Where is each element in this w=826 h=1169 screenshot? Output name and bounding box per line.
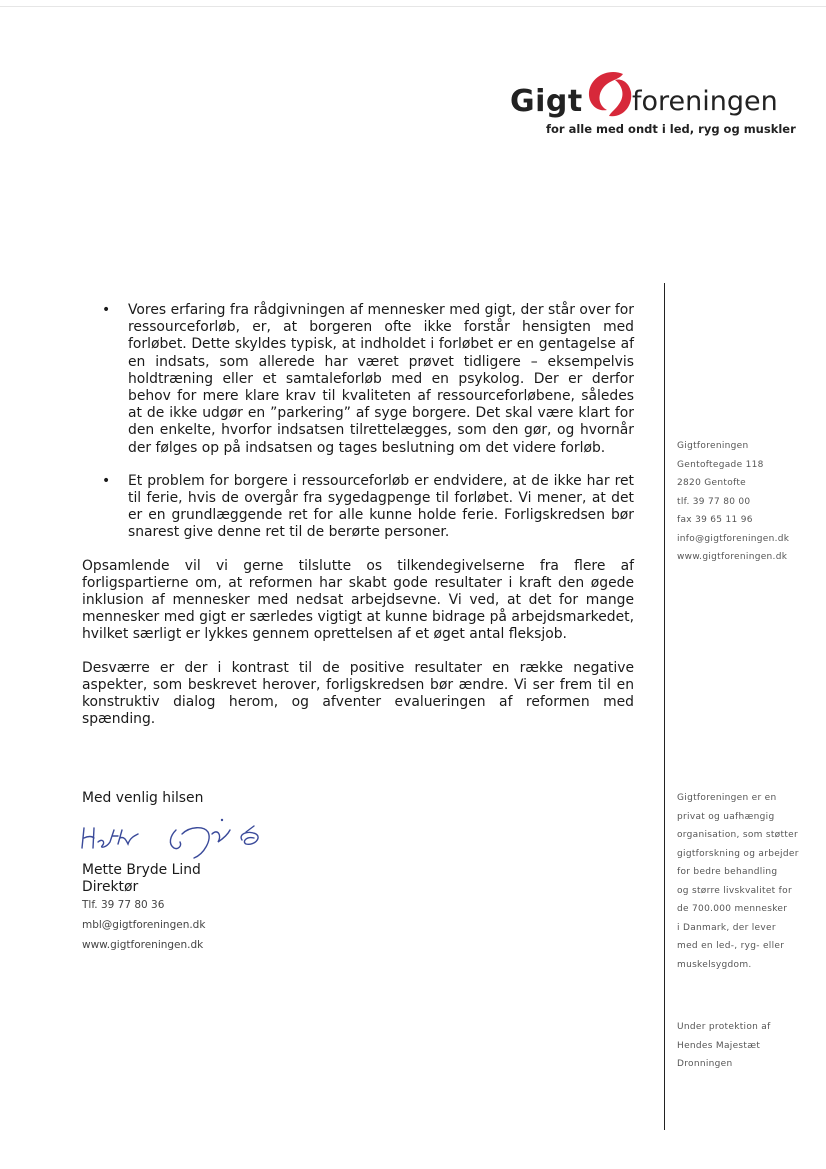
about-line: muskelsygdom. xyxy=(677,959,752,970)
gigtforeningen-logo xyxy=(510,66,796,140)
logo-wordmark-foreningen: foreningen xyxy=(632,86,778,117)
signer-email[interactable]: mbl@gigtforeningen.dk xyxy=(82,919,206,931)
about-line: organisation, som støtter xyxy=(677,830,798,840)
signer-title: Direktør xyxy=(82,879,139,895)
top-edge-line xyxy=(0,6,826,7)
bullet-list xyxy=(82,302,634,542)
logo-emblem-icon xyxy=(579,66,635,122)
logo-wordmark-gigt: Gigt xyxy=(510,84,583,119)
closing-block xyxy=(82,790,268,897)
about-line: de 700.000 mennesker xyxy=(677,904,788,914)
bullet-dot-icon: • xyxy=(102,302,111,318)
bullet-item xyxy=(82,302,634,457)
signer-name: Mette Bryde Lind xyxy=(82,861,201,878)
sidebar-divider xyxy=(664,283,665,1130)
signer-phone: Tlf. 39 77 80 36 xyxy=(82,899,165,911)
protection-line: Under protektion af xyxy=(677,1022,771,1032)
bullet-text: Et problem for borgere i ressourceforløb er endvidere, at de ikke har ret til ferie, hvis de overgår fra sygedagpenge til forløbet. Vi mener, at det er en grundlæggende ret for alle kunne holde ferie. Forligskredsen bør snarest give denne ret til de berørte personer. xyxy=(128,472,634,541)
about-line: Gigtforeningen er en xyxy=(677,793,777,803)
signer-contact xyxy=(82,895,205,955)
address-fax: fax 39 65 11 96 xyxy=(677,515,753,525)
about-line: gigtforskning og arbejder xyxy=(677,848,799,859)
concluding-paragraph: Desværre er der i kontrast til de positive resultater en række negative aspekter, som beskrevet herover, forligskredsen bør ændre. Vi ser frem til en konstruktiv dialog herom, og afventer evalueringen af reformen med spænding. xyxy=(82,659,634,728)
protection-line: Dronningen xyxy=(677,1059,733,1069)
about-line: i Danmark, der lever xyxy=(677,922,776,933)
bullet-text: Vores erfaring fra rådgivningen af mennesker med gigt, der står over for ressourceforløb, er, at borgeren ofte ikke forstår hensigten med forløbet. Dette skyldes typisk, at indholdet i forløbet er en gentagelse af en indsats, som allerede har været prøvet tidligere – eksempelvis holdtræning eller et samtaleforløb med en psykolog. Der er derfor behov for mere klare krav til kvaliteten af ressourceforløbene, således at de ikke udgør en ”parkering” af syge borgere. Det skal være klart for den enkelte, hvorfor indsatsen tilrettelægges, som den gør, og hvornår der følges op på indsatsen og tages beslutning om det videre forløb. xyxy=(128,302,634,456)
handwritten-signature xyxy=(78,814,268,860)
bullet-dot-icon: • xyxy=(102,472,111,489)
protection-line: Hendes Majestæt xyxy=(677,1040,761,1051)
letter-body xyxy=(82,302,634,744)
summary-paragraph: Opsamlende vil vi gerne tilslutte os tilkendegivelserne fra flere af forligspartierne om, at reformen har skabt gode resultater i kraft den øgede inklusion af mennesker med nedsat arbejdsevne. Vi ved, at det for mange mennesker med gigt er særledes vigtigt at kunne bidrage på arbejdsmarkedet, hvilket særligt er lykkes gennem oprettelsen af et øget antal fleksjob. xyxy=(82,557,634,643)
address-line: 2820 Gentofte xyxy=(677,478,746,488)
about-line: for bedre behandling xyxy=(677,867,778,877)
bullet-item xyxy=(82,473,634,542)
about-line: privat og uafhængig xyxy=(677,811,775,822)
signer-website[interactable]: www.gigtforeningen.dk xyxy=(82,939,204,951)
address-email[interactable]: info@gigtforeningen.dk xyxy=(677,533,790,544)
sidebar-address xyxy=(677,437,789,567)
address-website[interactable]: www.gigtforeningen.dk xyxy=(677,552,788,562)
address-phone: tlf. 39 77 80 00 xyxy=(677,496,751,507)
address-line: Gentoftegade 118 xyxy=(677,459,764,470)
about-line: og større livskvalitet for xyxy=(677,885,792,896)
sidebar-protection xyxy=(677,1018,771,1074)
about-line: med en led-, ryg- eller xyxy=(677,941,785,951)
greeting: Med venlig hilsen xyxy=(82,790,204,806)
sidebar-about xyxy=(677,789,799,974)
logo-tagline: for alle med ondt i led, ryg og muskler xyxy=(546,122,796,136)
address-line: Gigtforeningen xyxy=(677,441,749,451)
